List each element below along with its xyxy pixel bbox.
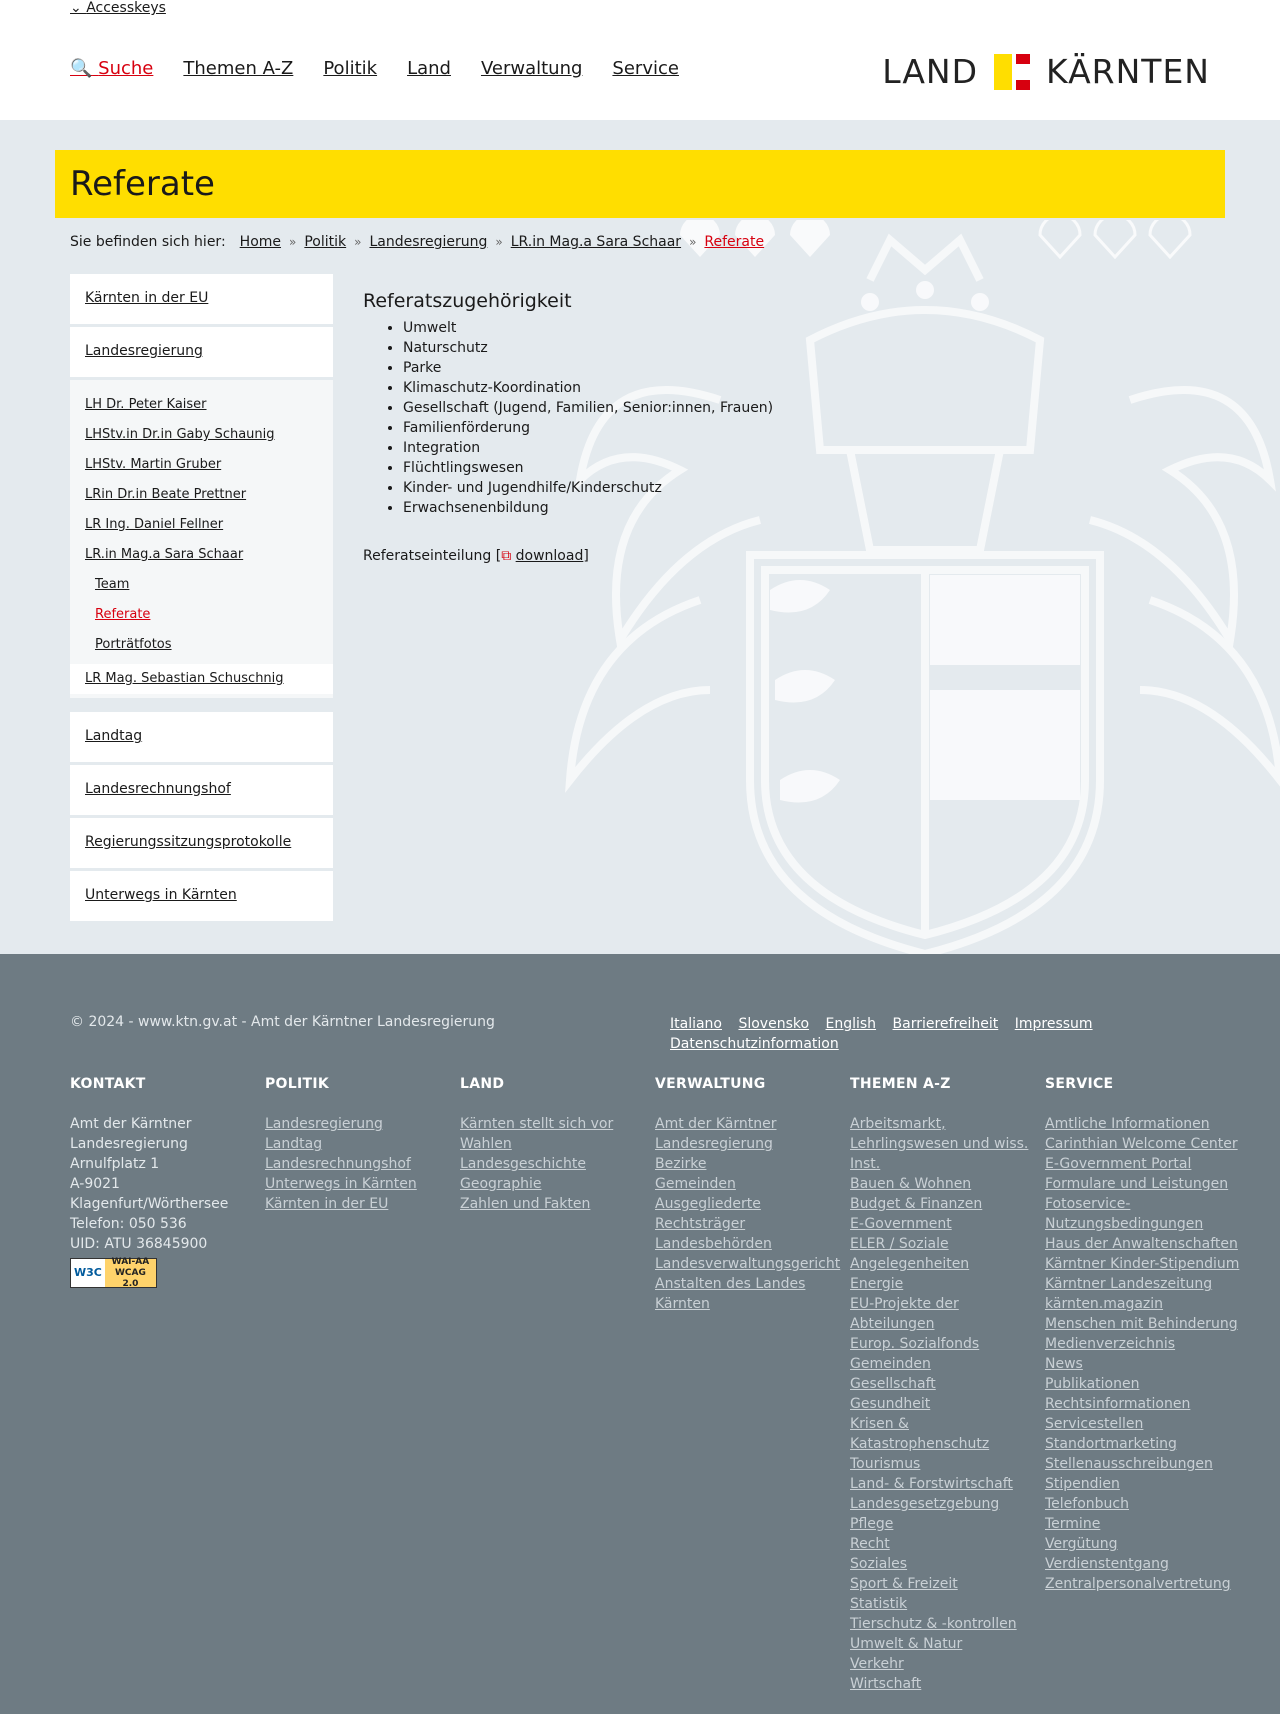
list-item: • Integration bbox=[403, 438, 1163, 458]
sidebar-item-label[interactable]: Landtag bbox=[85, 728, 143, 744]
accesskeys-link[interactable]: ⌄ Accesskeys bbox=[70, 0, 166, 16]
breadcrumb-referate[interactable]: Referate bbox=[704, 234, 765, 250]
footer-col-land bbox=[460, 1074, 655, 1694]
footer-link[interactable]: Unterwegs in Kärnten bbox=[265, 1176, 417, 1192]
footer-link[interactable]: Tourismus bbox=[850, 1456, 921, 1472]
sidebar-item-eu[interactable] bbox=[70, 274, 333, 324]
footer-link-barrierefreiheit[interactable]: Barrierefreiheit bbox=[892, 1016, 999, 1032]
chevron-right-icon: » bbox=[354, 235, 362, 249]
footer-col-title: SERVICE bbox=[1045, 1076, 1114, 1092]
breadcrumb bbox=[70, 234, 764, 250]
footer-link[interactable]: Landesbehörden bbox=[655, 1236, 772, 1252]
footer-col-title: POLITIK bbox=[265, 1076, 329, 1092]
sidebar-subitem[interactable] bbox=[70, 450, 333, 480]
sidebar-item-landesrechnungshof[interactable] bbox=[70, 765, 333, 815]
footer-link[interactable]: ELER / Soziale Angelegenheiten bbox=[850, 1236, 970, 1272]
contact-line: A-9021 bbox=[70, 1176, 120, 1192]
logo-text-right: KÄRNTEN bbox=[1046, 52, 1210, 91]
footer-links bbox=[670, 1014, 1130, 1054]
sidebar-subitem-label[interactable]: Referate bbox=[95, 607, 151, 622]
sidebar-subitem-label[interactable]: LHStv. Martin Gruber bbox=[85, 457, 222, 472]
footer-link[interactable]: Gesundheit bbox=[850, 1396, 931, 1412]
sidebar-subitem-team[interactable] bbox=[70, 570, 333, 600]
footer-link[interactable]: Wirtschaft bbox=[850, 1676, 922, 1692]
sidebar-subitem[interactable] bbox=[70, 664, 333, 694]
external-link-icon: ⧉ bbox=[501, 548, 512, 564]
sidebar-subitem-referate[interactable] bbox=[70, 600, 333, 630]
contact-line: Landesregierung bbox=[70, 1136, 188, 1152]
footer-link[interactable]: Wahlen bbox=[460, 1136, 512, 1152]
sidebar-item-protokolle[interactable] bbox=[70, 818, 333, 868]
download-line bbox=[363, 548, 1163, 564]
footer-link[interactable]: Gemeinden bbox=[850, 1356, 931, 1372]
sidebar-subitem-label[interactable]: LR Mag. Sebastian Schuschnig bbox=[85, 671, 284, 686]
content-area bbox=[0, 120, 1280, 954]
breadcrumb-schaar[interactable]: LR.in Mag.a Sara Schaar bbox=[510, 234, 682, 250]
footer-link[interactable]: Arbeitsmarkt, Lehrlingswesen und wiss. Inst. bbox=[850, 1116, 1029, 1172]
list-item: • Naturschutz bbox=[403, 338, 1163, 358]
list-item: • Parke bbox=[403, 358, 1163, 378]
footer-link[interactable]: Soziales bbox=[850, 1556, 908, 1572]
footer-link[interactable]: Termine bbox=[1045, 1516, 1101, 1532]
footer-link[interactable]: Gesellschaft bbox=[850, 1376, 936, 1392]
section-heading: Referatszugehörigkeit bbox=[363, 290, 572, 312]
sidebar-subitem-label[interactable]: LR Ing. Daniel Fellner bbox=[85, 517, 224, 532]
footer-link[interactable]: Umwelt & Natur bbox=[850, 1636, 963, 1652]
footer bbox=[0, 954, 1280, 1714]
footer-link[interactable]: Kärntner Landeszeitung kärnten.magazin bbox=[1045, 1276, 1213, 1312]
w3c-logo-icon: W3C bbox=[71, 1259, 105, 1287]
sidebar-subitem-label[interactable]: Team bbox=[95, 577, 130, 592]
sidebar-subitem[interactable] bbox=[70, 480, 333, 510]
sidebar-subitem-label[interactable]: Porträtfotos bbox=[95, 637, 172, 652]
footer-col-verwaltung bbox=[655, 1074, 850, 1694]
footer-link[interactable]: E-Government Portal bbox=[1045, 1156, 1192, 1172]
footer-link[interactable]: Telefonbuch bbox=[1045, 1496, 1129, 1512]
footer-link[interactable]: Bauen & Wohnen bbox=[850, 1176, 972, 1192]
footer-link[interactable]: Menschen mit Behinderung bbox=[1045, 1316, 1238, 1332]
footer-link[interactable]: Europ. Sozialfonds bbox=[850, 1336, 980, 1352]
sidebar-subitem-label[interactable]: LHStv.in Dr.in Gaby Schaunig bbox=[85, 427, 275, 442]
sidebar-subitem-label[interactable]: LR.in Mag.a Sara Schaar bbox=[85, 547, 244, 562]
footer-col-service bbox=[1045, 1074, 1240, 1694]
footer-link[interactable]: Landesgeschichte bbox=[460, 1156, 586, 1172]
sidebar-item-label[interactable]: Kärnten in der EU bbox=[85, 290, 209, 306]
footer-link[interactable]: Verkehr bbox=[850, 1656, 904, 1672]
sidebar-item-landesregierung[interactable] bbox=[70, 327, 333, 377]
footer-link[interactable]: Kärnten in der EU bbox=[265, 1196, 389, 1212]
list-item: • Kinder- und Jugendhilfe/Kinderschutz bbox=[403, 478, 1163, 498]
footer-link[interactable]: Rechtsinformationen bbox=[1045, 1396, 1191, 1412]
breadcrumb-politik[interactable]: Politik bbox=[304, 234, 347, 250]
sidebar-subitem-label[interactable]: LH Dr. Peter Kaiser bbox=[85, 397, 207, 412]
main-nav bbox=[70, 58, 679, 79]
footer-link[interactable]: Landesregierung bbox=[265, 1116, 383, 1132]
list-item: • Umwelt bbox=[403, 318, 1163, 338]
footer-link[interactable]: Energie bbox=[850, 1276, 904, 1292]
top-header bbox=[0, 0, 1280, 120]
footer-col-politik bbox=[265, 1074, 460, 1694]
list-item: • Klimaschutz-Koordination bbox=[403, 378, 1163, 398]
site-logo[interactable] bbox=[882, 52, 1210, 91]
footer-link[interactable]: Zahlen und Fakten bbox=[460, 1196, 591, 1212]
nav-themen[interactable]: Themen A-Z bbox=[183, 58, 294, 79]
footer-col-title: KONTAKT bbox=[70, 1076, 146, 1092]
sidebar-subitem[interactable] bbox=[70, 540, 333, 570]
nav-verwaltung[interactable]: Verwaltung bbox=[480, 58, 583, 79]
wcag-badge-text: WAI-AA WCAG 2.0 bbox=[111, 1256, 150, 1289]
footer-link[interactable]: Medienverzeichnis bbox=[1045, 1336, 1176, 1352]
footer-col-kontakt bbox=[70, 1074, 265, 1694]
footer-link[interactable]: Amtliche Informationen bbox=[1045, 1116, 1210, 1132]
footer-link[interactable]: Recht bbox=[850, 1536, 890, 1552]
footer-link[interactable]: Kärnten stellt sich vor bbox=[460, 1116, 614, 1132]
footer-link[interactable]: Pflege bbox=[850, 1516, 894, 1532]
footer-link[interactable]: Bezirke bbox=[655, 1156, 707, 1172]
footer-link[interactable]: Zentralpersonalvertretung bbox=[1045, 1576, 1231, 1592]
footer-link[interactable]: Ausgegliederte Rechtsträger bbox=[655, 1196, 761, 1232]
wcag-badge[interactable] bbox=[70, 1258, 157, 1288]
list-item: • Gesellschaft (Jugend, Familien, Senior:innen, Frauen) bbox=[403, 398, 1163, 418]
list-item: • Erwachsenenbildung bbox=[403, 498, 1163, 518]
footer-link[interactable]: Carinthian Welcome Center bbox=[1045, 1136, 1238, 1152]
footer-link[interactable]: Haus der Anwaltenschaften bbox=[1045, 1236, 1238, 1252]
footer-link[interactable]: Publikationen bbox=[1045, 1376, 1140, 1392]
contact-line: UID: ATU 36845900 bbox=[70, 1236, 208, 1252]
footer-link-impressum[interactable]: Impressum bbox=[1014, 1016, 1093, 1032]
footer-link[interactable]: E-Government bbox=[850, 1216, 952, 1232]
nav-service[interactable]: Service bbox=[612, 58, 679, 79]
footer-col-title: LAND bbox=[460, 1076, 505, 1092]
footer-link[interactable]: Fotoservice-Nutzungsbedingungen bbox=[1045, 1196, 1204, 1232]
footer-link[interactable]: EU-Projekte der Abteilungen bbox=[850, 1296, 959, 1332]
sidebar-submenu bbox=[70, 380, 333, 698]
sidebar-item-unterwegs[interactable] bbox=[70, 871, 333, 921]
sidebar-subitem-portraetfotos[interactable] bbox=[70, 630, 333, 660]
footer-link[interactable]: Vergütung bbox=[1045, 1536, 1118, 1552]
list-item: • Familienförderung bbox=[403, 418, 1163, 438]
footer-link[interactable]: Servicestellen bbox=[1045, 1416, 1144, 1432]
page-title: Referate bbox=[70, 164, 215, 204]
search-icon: 🔍 bbox=[70, 58, 93, 79]
footer-link[interactable]: Anstalten des Landes Kärnten bbox=[655, 1276, 806, 1312]
footer-link[interactable]: Sport & Freizeit bbox=[850, 1576, 958, 1592]
footer-link[interactable]: Land- & Forstwirtschaft bbox=[850, 1476, 1013, 1492]
footer-link[interactable]: Tierschutz & -kontrollen bbox=[850, 1616, 1017, 1632]
sidebar-subitem[interactable] bbox=[70, 420, 333, 450]
nav-search[interactable] bbox=[70, 58, 153, 79]
sidebar-subitem[interactable] bbox=[70, 510, 333, 540]
footer-link[interactable]: Gemeinden bbox=[655, 1176, 736, 1192]
breadcrumb-landesregierung[interactable]: Landesregierung bbox=[369, 234, 488, 250]
breadcrumb-label: Sie befinden sich hier: bbox=[70, 234, 226, 250]
footer-link[interactable]: Statistik bbox=[850, 1596, 908, 1612]
accesskeys-label: Accesskeys bbox=[86, 0, 166, 16]
footer-link[interactable]: Landesverwaltungsgericht bbox=[655, 1256, 841, 1272]
footer-link[interactable]: Landtag bbox=[265, 1136, 323, 1152]
footer-link[interactable]: Krisen & Katastrophenschutz bbox=[850, 1416, 990, 1452]
nav-politik[interactable]: Politik bbox=[323, 58, 378, 79]
contact-line: Amt der Kärntner bbox=[70, 1116, 192, 1132]
footer-link-english[interactable]: English bbox=[825, 1016, 877, 1032]
footer-col-title: VERWALTUNG bbox=[655, 1076, 766, 1092]
referate-list bbox=[363, 318, 1163, 518]
footer-link[interactable]: Stellenausschreibungen bbox=[1045, 1456, 1213, 1472]
footer-link[interactable]: Landesgesetzgebung bbox=[850, 1496, 1000, 1512]
sidebar-subitem-label[interactable]: LRin Dr.in Beate Prettner bbox=[85, 487, 247, 502]
footer-link[interactable]: Kärntner Kinder-Stipendium bbox=[1045, 1256, 1240, 1272]
sidebar-item-label[interactable]: Landesregierung bbox=[85, 343, 203, 359]
sidebar bbox=[70, 274, 333, 924]
logo-text-left: LAND bbox=[882, 52, 979, 91]
footer-link-italiano[interactable]: Italiano bbox=[670, 1016, 722, 1032]
copyright: © 2024 - www.ktn.gv.at - Amt der Kärntner Landesregierung bbox=[70, 1014, 495, 1030]
logo-mark-icon bbox=[994, 54, 1030, 90]
contact-line: Arnulfplatz 1 bbox=[70, 1156, 160, 1172]
chevron-right-icon: » bbox=[289, 235, 297, 249]
footer-link[interactable]: Standortmarketing bbox=[1045, 1436, 1177, 1452]
chevron-right-icon: » bbox=[495, 235, 503, 249]
page-title-bar bbox=[55, 150, 1225, 218]
sidebar-subitem[interactable] bbox=[70, 390, 333, 420]
download-suffix: ] bbox=[583, 548, 589, 564]
footer-link[interactable]: Landesrechnungshof bbox=[265, 1156, 411, 1172]
contact-line: Klagenfurt/Wörthersee bbox=[70, 1196, 229, 1212]
footer-link[interactable]: Budget & Finanzen bbox=[850, 1196, 983, 1212]
chevron-right-icon: » bbox=[689, 235, 697, 249]
footer-link[interactable]: Stipendien bbox=[1045, 1476, 1120, 1492]
footer-link[interactable]: Amt der Kärntner Landesregierung bbox=[655, 1116, 777, 1152]
footer-col-themen bbox=[850, 1074, 1045, 1694]
footer-col-title: THEMEN A-Z bbox=[850, 1076, 951, 1092]
contact-line: Telefon: 050 536 bbox=[70, 1216, 187, 1232]
breadcrumb-home[interactable]: Home bbox=[239, 234, 282, 250]
sidebar-item-label[interactable]: Landesrechnungshof bbox=[85, 781, 231, 797]
sidebar-item-label[interactable]: Unterwegs in Kärnten bbox=[85, 887, 237, 903]
footer-link[interactable]: Formulare und Leistungen bbox=[1045, 1176, 1229, 1192]
download-link[interactable]: download bbox=[515, 548, 584, 564]
footer-link[interactable]: Verdienstentgang bbox=[1045, 1556, 1169, 1572]
sidebar-item-landtag[interactable] bbox=[70, 712, 333, 762]
sidebar-item-label[interactable]: Regierungssitzungsprotokolle bbox=[85, 834, 292, 850]
footer-columns bbox=[70, 1074, 1240, 1694]
footer-link[interactable]: News bbox=[1045, 1356, 1083, 1372]
footer-link-slovensko[interactable]: Slovensko bbox=[738, 1016, 810, 1032]
main-content bbox=[363, 290, 1163, 564]
nav-search-label: Suche bbox=[98, 58, 154, 79]
footer-link-datenschutz[interactable]: Datenschutzinformation bbox=[670, 1036, 839, 1052]
list-item: • Flüchtlingswesen bbox=[403, 458, 1163, 478]
footer-link[interactable]: Geographie bbox=[460, 1176, 542, 1192]
nav-land[interactable]: Land bbox=[407, 58, 451, 79]
download-prefix: Referatseinteilung [ bbox=[363, 548, 502, 564]
